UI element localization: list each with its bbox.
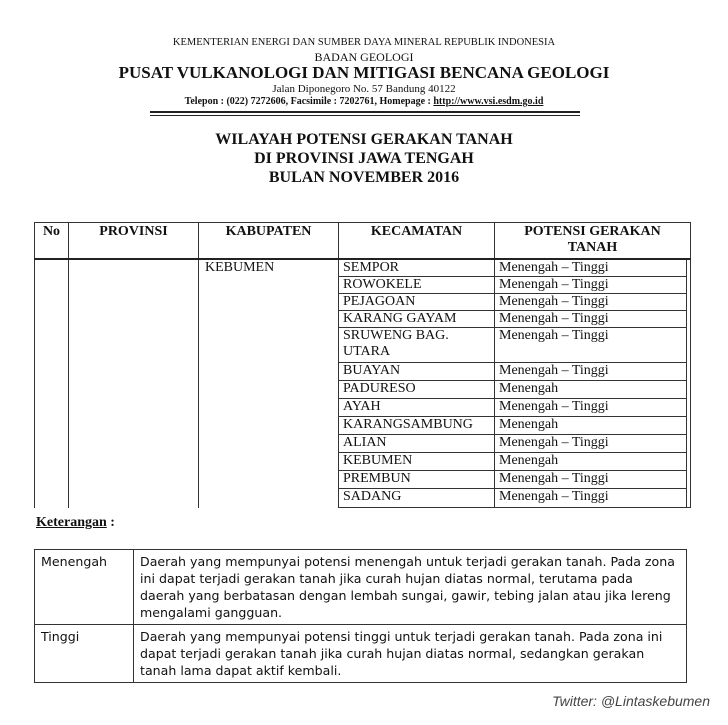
legend-row (35, 625, 687, 683)
cell-gap (687, 363, 691, 381)
cell-kecamatan: ROWOKELE (339, 277, 495, 294)
header-rule-thick (150, 111, 580, 113)
cell-potensi: Menengah – Tinggi (495, 277, 687, 294)
col-header-kabupaten: KABUPATEN (199, 223, 339, 260)
cell-gap (687, 435, 691, 453)
cell-kecamatan: ALIAN (339, 435, 495, 453)
legend-table (34, 549, 687, 683)
cell-potensi: Menengah – Tinggi (495, 294, 687, 311)
cell-kecamatan: KARANGSAMBUNG (339, 417, 495, 435)
header-rule-thin (150, 115, 580, 116)
cell-potensi: Menengah – Tinggi (495, 311, 687, 328)
cell-kecamatan: BUAYAN (339, 363, 495, 381)
cell-potensi: Menengah – Tinggi (495, 399, 687, 417)
homepage-link[interactable]: http://www.vsi.esdm.go.id (433, 96, 544, 107)
table-row (35, 259, 691, 277)
cell-gap (687, 277, 691, 294)
legend-colon: : (106, 515, 115, 530)
doc-title-line2: DI PROVINSI JAWA TENGAH (254, 150, 474, 167)
legend-heading (36, 515, 115, 531)
cell-potensi: Menengah – Tinggi (495, 471, 687, 489)
legend-term: Tinggi (35, 625, 134, 683)
potential-table (34, 222, 691, 508)
cell-kabupaten: KEBUMEN (199, 259, 339, 508)
legend-description: Daerah yang mempunyai potensi tinggi untuk terjadi gerakan tanah. Pada zona ini dapat terjadi gerakan tanah jika curah hujan diatas normal, sedangkan gerakan tanah lama dapat aktif kembali. (134, 625, 687, 683)
cell-potensi: Menengah (495, 417, 687, 435)
contact-text: Telepon : (022) 7272606, Facsimile : 7202761, Homepage : (184, 96, 434, 107)
cell-kecamatan: KEBUMEN (339, 453, 495, 471)
cell-potensi: Menengah (495, 381, 687, 399)
legend-label: Keterangan (36, 515, 107, 530)
cell-gap (687, 399, 691, 417)
cell-kecamatan: KARANG GAYAM (339, 311, 495, 328)
cell-gap (687, 381, 691, 399)
cell-kecamatan: PREMBUN (339, 471, 495, 489)
cell-potensi: Menengah – Tinggi (495, 259, 687, 277)
cell-no (35, 259, 69, 508)
doc-title-line3: BULAN NOVEMBER 2016 (268, 169, 460, 186)
cell-gap (687, 328, 691, 363)
cell-kecamatan: AYAH (339, 399, 495, 417)
col-header-provinsi: PROVINSI (69, 223, 199, 260)
cell-potensi: Menengah – Tinggi (495, 489, 687, 508)
doc-title-line1: WILAYAH POTENSI GERAKAN TANAH (215, 131, 513, 148)
cell-gap (687, 311, 691, 328)
col-header-no: No (35, 223, 69, 260)
cell-kecamatan: PADURESO (339, 381, 495, 399)
cell-gap (687, 417, 691, 435)
cell-gap (687, 489, 691, 508)
cell-gap (687, 471, 691, 489)
cell-provinsi (69, 259, 199, 508)
legend-description: Daerah yang mempunyai potensi menengah untuk terjadi gerakan tanah. Pada zona ini dapat terjadi gerakan tanah jika curah hujan diatas normal, terutama pada daerah yang berbatasan dengan lembah sungai, gawir, tebing jalan atau jika lereng mengalami gangguan. (134, 550, 687, 625)
col-header-potensi: POTENSI GERAKAN TANAH (495, 223, 691, 260)
cell-kecamatan: SADANG (339, 489, 495, 508)
cell-gap (687, 294, 691, 311)
legend-row (35, 550, 687, 625)
cell-potensi: Menengah – Tinggi (495, 435, 687, 453)
center-name: PUSAT VULKANOLOGI DAN MITIGASI BENCANA GEOLOGI (118, 63, 610, 82)
col-header-kecamatan: KECAMATAN (339, 223, 495, 260)
agency-name: BADAN GEOLOGI (314, 50, 414, 64)
cell-kecamatan: SEMPOR (339, 259, 495, 277)
legend-term: Menengah (35, 550, 134, 625)
cell-potensi: Menengah (495, 453, 687, 471)
cell-potensi: Menengah – Tinggi (495, 328, 687, 363)
cell-gap (687, 453, 691, 471)
twitter-watermark: Twitter: @Lintaskebumen (552, 693, 710, 709)
contact-line (0, 96, 728, 107)
ministry-name: KEMENTERIAN ENERGI DAN SUMBER DAYA MINERAL REPUBLIK INDONESIA (172, 37, 556, 48)
cell-kecamatan: PEJAGOAN (339, 294, 495, 311)
cell-kecamatan: SRUWENG BAG. UTARA (339, 328, 495, 363)
table-header-row (35, 223, 691, 260)
cell-potensi: Menengah – Tinggi (495, 363, 687, 381)
address: Jalan Diponegoro No. 57 Bandung 40122 (272, 83, 456, 95)
cell-gap (687, 259, 691, 277)
